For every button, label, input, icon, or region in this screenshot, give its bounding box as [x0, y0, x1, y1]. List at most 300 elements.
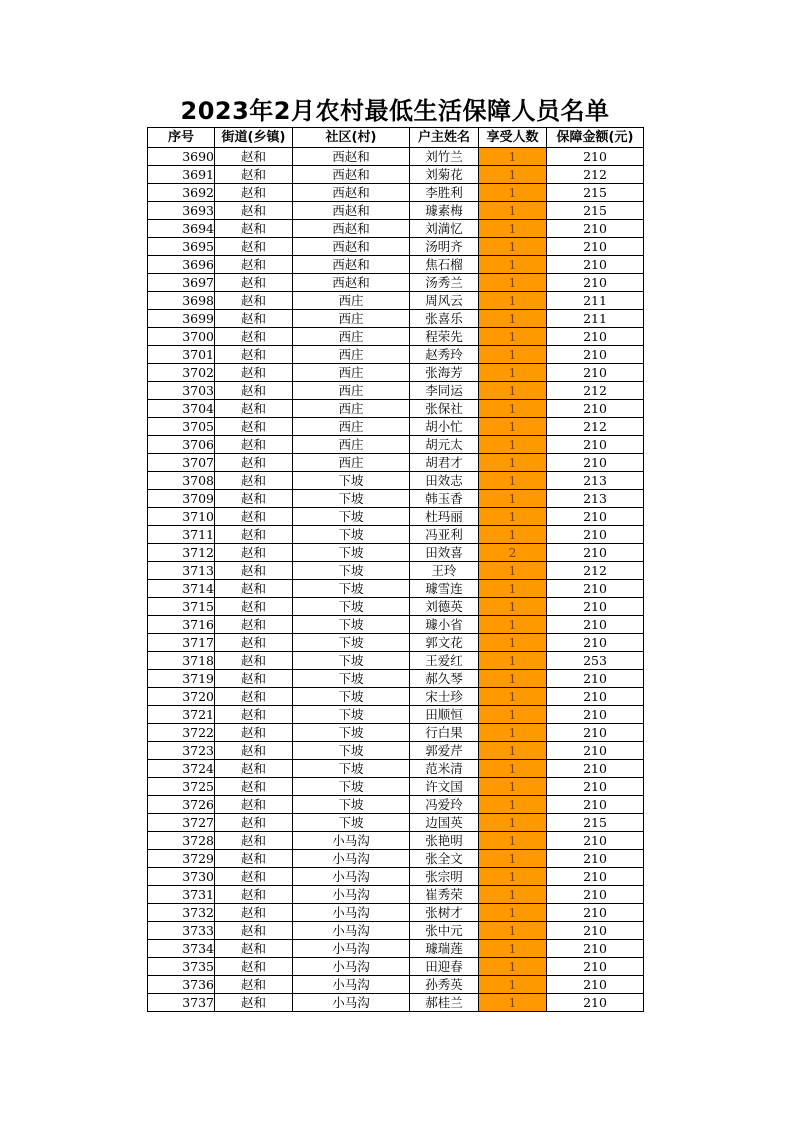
street-cell: 赵和 [215, 436, 293, 454]
serial-no-cell: 3694 [148, 220, 215, 238]
beneficiary-count-cell: 1 [479, 814, 547, 832]
table-row [148, 670, 644, 688]
amount-cell: 210 [547, 994, 644, 1012]
community-cell: 下坡 [293, 526, 410, 544]
householder-name-cell: 张宗明 [410, 868, 479, 886]
serial-no-cell: 3710 [148, 508, 215, 526]
householder-name-cell: 范米清 [410, 760, 479, 778]
street-cell: 赵和 [215, 148, 293, 166]
table-row [148, 814, 644, 832]
table-row [148, 238, 644, 256]
amount-cell: 210 [547, 778, 644, 796]
community-cell: 下坡 [293, 634, 410, 652]
amount-cell: 212 [547, 382, 644, 400]
community-cell: 下坡 [293, 616, 410, 634]
amount-cell: 210 [547, 400, 644, 418]
community-cell: 小马沟 [293, 850, 410, 868]
street-cell: 赵和 [215, 292, 293, 310]
beneficiary-count-cell: 1 [479, 958, 547, 976]
serial-no-cell: 3695 [148, 238, 215, 256]
header-beneficiary-count: 享受人数 [479, 128, 547, 148]
beneficiary-count-cell: 1 [479, 922, 547, 940]
amount-cell: 210 [547, 256, 644, 274]
householder-name-cell: 宋士珍 [410, 688, 479, 706]
serial-no-cell: 3734 [148, 940, 215, 958]
table-row [148, 886, 644, 904]
community-cell: 西赵和 [293, 184, 410, 202]
householder-name-cell: 行白果 [410, 724, 479, 742]
table-row [148, 220, 644, 238]
serial-no-cell: 3725 [148, 778, 215, 796]
beneficiary-count-cell: 1 [479, 760, 547, 778]
beneficiary-count-cell: 1 [479, 166, 547, 184]
header-amount: 保障金额(元) [547, 128, 644, 148]
beneficiary-count-cell: 1 [479, 364, 547, 382]
street-cell: 赵和 [215, 724, 293, 742]
beneficiary-count-cell: 1 [479, 184, 547, 202]
table-row [148, 904, 644, 922]
beneficiary-count-cell: 1 [479, 148, 547, 166]
beneficiary-count-cell: 1 [479, 454, 547, 472]
amount-cell: 213 [547, 472, 644, 490]
header-street: 街道(乡镇) [215, 128, 293, 148]
serial-no-cell: 3704 [148, 400, 215, 418]
community-cell: 西庄 [293, 292, 410, 310]
beneficiary-count-cell: 1 [479, 886, 547, 904]
community-cell: 西庄 [293, 454, 410, 472]
table-row [148, 652, 644, 670]
table-row [148, 292, 644, 310]
community-cell: 西庄 [293, 418, 410, 436]
householder-name-cell: 汤秀兰 [410, 274, 479, 292]
street-cell: 赵和 [215, 220, 293, 238]
amount-cell: 210 [547, 364, 644, 382]
street-cell: 赵和 [215, 868, 293, 886]
community-cell: 小马沟 [293, 976, 410, 994]
street-cell: 赵和 [215, 814, 293, 832]
beneficiary-count-cell: 1 [479, 310, 547, 328]
community-cell: 下坡 [293, 508, 410, 526]
householder-name-cell: 韩玉香 [410, 490, 479, 508]
table-row [148, 940, 644, 958]
table-row [148, 868, 644, 886]
table-row [148, 472, 644, 490]
table-row [148, 724, 644, 742]
amount-cell: 210 [547, 868, 644, 886]
amount-cell: 210 [547, 832, 644, 850]
beneficiary-count-cell: 1 [479, 832, 547, 850]
table-row [148, 580, 644, 598]
serial-no-cell: 3692 [148, 184, 215, 202]
community-cell: 下坡 [293, 814, 410, 832]
serial-no-cell: 3727 [148, 814, 215, 832]
community-cell: 小马沟 [293, 904, 410, 922]
amount-cell: 211 [547, 310, 644, 328]
householder-name-cell: 田顺恒 [410, 706, 479, 724]
street-cell: 赵和 [215, 364, 293, 382]
table-row [148, 778, 644, 796]
serial-no-cell: 3724 [148, 760, 215, 778]
householder-name-cell: 璩素梅 [410, 202, 479, 220]
street-cell: 赵和 [215, 256, 293, 274]
beneficiary-count-cell: 1 [479, 850, 547, 868]
serial-no-cell: 3709 [148, 490, 215, 508]
beneficiary-count-cell: 1 [479, 202, 547, 220]
householder-name-cell: 焦石榴 [410, 256, 479, 274]
amount-cell: 210 [547, 580, 644, 598]
amount-cell: 210 [547, 670, 644, 688]
amount-cell: 210 [547, 526, 644, 544]
serial-no-cell: 3712 [148, 544, 215, 562]
householder-name-cell: 张海芳 [410, 364, 479, 382]
street-cell: 赵和 [215, 958, 293, 976]
community-cell: 下坡 [293, 598, 410, 616]
beneficiary-count-cell: 1 [479, 670, 547, 688]
amount-cell: 210 [547, 148, 644, 166]
amount-cell: 210 [547, 634, 644, 652]
serial-no-cell: 3735 [148, 958, 215, 976]
householder-name-cell: 胡君才 [410, 454, 479, 472]
serial-no-cell: 3715 [148, 598, 215, 616]
beneficiary-count-cell: 1 [479, 616, 547, 634]
table-row [148, 598, 644, 616]
householder-name-cell: 刘満忆 [410, 220, 479, 238]
header-community: 社区(村) [293, 128, 410, 148]
householder-name-cell: 张保社 [410, 400, 479, 418]
amount-cell: 210 [547, 508, 644, 526]
serial-no-cell: 3699 [148, 310, 215, 328]
street-cell: 赵和 [215, 184, 293, 202]
beneficiary-count-cell: 1 [479, 256, 547, 274]
community-cell: 西庄 [293, 400, 410, 418]
amount-cell: 210 [547, 742, 644, 760]
beneficiary-count-cell: 1 [479, 274, 547, 292]
roster-table [147, 127, 644, 1012]
serial-no-cell: 3691 [148, 166, 215, 184]
community-cell: 小马沟 [293, 886, 410, 904]
street-cell: 赵和 [215, 382, 293, 400]
street-cell: 赵和 [215, 526, 293, 544]
street-cell: 赵和 [215, 580, 293, 598]
community-cell: 小马沟 [293, 958, 410, 976]
beneficiary-count-cell: 1 [479, 706, 547, 724]
amount-cell: 253 [547, 652, 644, 670]
serial-no-cell: 3693 [148, 202, 215, 220]
amount-cell: 210 [547, 760, 644, 778]
community-cell: 小马沟 [293, 832, 410, 850]
table-row [148, 760, 644, 778]
community-cell: 下坡 [293, 544, 410, 562]
community-cell: 西赵和 [293, 256, 410, 274]
householder-name-cell: 郭文花 [410, 634, 479, 652]
street-cell: 赵和 [215, 886, 293, 904]
table-row [148, 634, 644, 652]
beneficiary-count-cell: 1 [479, 994, 547, 1012]
community-cell: 小马沟 [293, 940, 410, 958]
householder-name-cell: 李同运 [410, 382, 479, 400]
street-cell: 赵和 [215, 544, 293, 562]
householder-name-cell: 田效志 [410, 472, 479, 490]
table-row [148, 706, 644, 724]
amount-cell: 210 [547, 886, 644, 904]
householder-name-cell: 崔秀荣 [410, 886, 479, 904]
serial-no-cell: 3698 [148, 292, 215, 310]
street-cell: 赵和 [215, 634, 293, 652]
amount-cell: 215 [547, 184, 644, 202]
amount-cell: 210 [547, 598, 644, 616]
serial-no-cell: 3731 [148, 886, 215, 904]
community-cell: 西赵和 [293, 220, 410, 238]
serial-no-cell: 3737 [148, 994, 215, 1012]
householder-name-cell: 张全文 [410, 850, 479, 868]
serial-no-cell: 3733 [148, 922, 215, 940]
table-row [148, 454, 644, 472]
beneficiary-count-cell: 1 [479, 382, 547, 400]
street-cell: 赵和 [215, 562, 293, 580]
serial-no-cell: 3697 [148, 274, 215, 292]
amount-cell: 213 [547, 490, 644, 508]
beneficiary-count-cell: 1 [479, 436, 547, 454]
street-cell: 赵和 [215, 238, 293, 256]
amount-cell: 215 [547, 814, 644, 832]
amount-cell: 211 [547, 292, 644, 310]
street-cell: 赵和 [215, 976, 293, 994]
street-cell: 赵和 [215, 418, 293, 436]
table-row [148, 418, 644, 436]
street-cell: 赵和 [215, 760, 293, 778]
community-cell: 下坡 [293, 796, 410, 814]
householder-name-cell: 田迎春 [410, 958, 479, 976]
serial-no-cell: 3723 [148, 742, 215, 760]
amount-cell: 210 [547, 688, 644, 706]
table-row [148, 346, 644, 364]
table-row [148, 544, 644, 562]
table-row [148, 562, 644, 580]
table-row [148, 256, 644, 274]
householder-name-cell: 璩雪连 [410, 580, 479, 598]
table-row [148, 202, 644, 220]
serial-no-cell: 3718 [148, 652, 215, 670]
amount-cell: 210 [547, 904, 644, 922]
serial-no-cell: 3690 [148, 148, 215, 166]
table-row [148, 274, 644, 292]
beneficiary-count-cell: 1 [479, 724, 547, 742]
beneficiary-count-cell: 1 [479, 580, 547, 598]
householder-name-cell: 郝久琴 [410, 670, 479, 688]
householder-name-cell: 周风云 [410, 292, 479, 310]
table-row [148, 832, 644, 850]
street-cell: 赵和 [215, 706, 293, 724]
householder-name-cell: 张艳明 [410, 832, 479, 850]
community-cell: 西庄 [293, 436, 410, 454]
table-row [148, 922, 644, 940]
community-cell: 下坡 [293, 490, 410, 508]
table-row [148, 526, 644, 544]
householder-name-cell: 许文国 [410, 778, 479, 796]
amount-cell: 210 [547, 220, 644, 238]
beneficiary-count-cell: 1 [479, 904, 547, 922]
table-row [148, 400, 644, 418]
householder-name-cell: 刘菊花 [410, 166, 479, 184]
table-row [148, 742, 644, 760]
serial-no-cell: 3707 [148, 454, 215, 472]
serial-no-cell: 3728 [148, 832, 215, 850]
street-cell: 赵和 [215, 310, 293, 328]
street-cell: 赵和 [215, 472, 293, 490]
amount-cell: 210 [547, 346, 644, 364]
community-cell: 下坡 [293, 778, 410, 796]
beneficiary-count-cell: 1 [479, 940, 547, 958]
street-cell: 赵和 [215, 940, 293, 958]
table-row [148, 616, 644, 634]
community-cell: 西庄 [293, 364, 410, 382]
serial-no-cell: 3702 [148, 364, 215, 382]
serial-no-cell: 3736 [148, 976, 215, 994]
street-cell: 赵和 [215, 742, 293, 760]
street-cell: 赵和 [215, 166, 293, 184]
street-cell: 赵和 [215, 670, 293, 688]
householder-name-cell: 郝桂兰 [410, 994, 479, 1012]
community-cell: 下坡 [293, 760, 410, 778]
table-row [148, 490, 644, 508]
amount-cell: 210 [547, 238, 644, 256]
community-cell: 西庄 [293, 310, 410, 328]
amount-cell: 215 [547, 202, 644, 220]
serial-no-cell: 3696 [148, 256, 215, 274]
table-row [148, 148, 644, 166]
householder-name-cell: 孙秀英 [410, 976, 479, 994]
community-cell: 下坡 [293, 688, 410, 706]
street-cell: 赵和 [215, 832, 293, 850]
beneficiary-count-cell: 1 [479, 526, 547, 544]
beneficiary-count-cell: 1 [479, 796, 547, 814]
community-cell: 西赵和 [293, 202, 410, 220]
street-cell: 赵和 [215, 274, 293, 292]
street-cell: 赵和 [215, 652, 293, 670]
table-row [148, 310, 644, 328]
beneficiary-count-cell: 1 [479, 400, 547, 418]
serial-no-cell: 3729 [148, 850, 215, 868]
table-row [148, 364, 644, 382]
serial-no-cell: 3708 [148, 472, 215, 490]
table-row [148, 184, 644, 202]
beneficiary-count-cell: 1 [479, 562, 547, 580]
householder-name-cell: 张中元 [410, 922, 479, 940]
table-row [148, 508, 644, 526]
beneficiary-count-cell: 1 [479, 976, 547, 994]
householder-name-cell: 赵秀玲 [410, 346, 479, 364]
serial-no-cell: 3719 [148, 670, 215, 688]
street-cell: 赵和 [215, 598, 293, 616]
serial-no-cell: 3732 [148, 904, 215, 922]
amount-cell: 210 [547, 796, 644, 814]
community-cell: 西庄 [293, 346, 410, 364]
community-cell: 下坡 [293, 652, 410, 670]
page-title: 2023年2月农村最低生活保障人员名单 [180, 97, 610, 125]
community-cell: 小马沟 [293, 994, 410, 1012]
street-cell: 赵和 [215, 400, 293, 418]
amount-cell: 210 [547, 940, 644, 958]
householder-name-cell: 郭爱芹 [410, 742, 479, 760]
serial-no-cell: 3711 [148, 526, 215, 544]
householder-name-cell: 边国英 [410, 814, 479, 832]
community-cell: 西赵和 [293, 274, 410, 292]
street-cell: 赵和 [215, 688, 293, 706]
community-cell: 小马沟 [293, 868, 410, 886]
community-cell: 下坡 [293, 706, 410, 724]
householder-name-cell: 璩小省 [410, 616, 479, 634]
householder-name-cell: 冯亚利 [410, 526, 479, 544]
serial-no-cell: 3713 [148, 562, 215, 580]
serial-no-cell: 3722 [148, 724, 215, 742]
householder-name-cell: 王爱红 [410, 652, 479, 670]
beneficiary-count-cell: 1 [479, 868, 547, 886]
community-cell: 下坡 [293, 562, 410, 580]
amount-cell: 210 [547, 922, 644, 940]
beneficiary-count-cell: 1 [479, 688, 547, 706]
beneficiary-count-cell: 1 [479, 778, 547, 796]
serial-no-cell: 3721 [148, 706, 215, 724]
beneficiary-count-cell: 1 [479, 328, 547, 346]
header-row [148, 128, 644, 148]
table-row [148, 958, 644, 976]
householder-name-cell: 王玲 [410, 562, 479, 580]
serial-no-cell: 3705 [148, 418, 215, 436]
street-cell: 赵和 [215, 328, 293, 346]
table-row [148, 850, 644, 868]
serial-no-cell: 3730 [148, 868, 215, 886]
table-row [148, 166, 644, 184]
householder-name-cell: 刘竹兰 [410, 148, 479, 166]
amount-cell: 210 [547, 544, 644, 562]
street-cell: 赵和 [215, 490, 293, 508]
street-cell: 赵和 [215, 202, 293, 220]
table-row [148, 328, 644, 346]
community-cell: 小马沟 [293, 922, 410, 940]
householder-name-cell: 程荣先 [410, 328, 479, 346]
serial-no-cell: 3714 [148, 580, 215, 598]
amount-cell: 210 [547, 274, 644, 292]
serial-no-cell: 3717 [148, 634, 215, 652]
community-cell: 西赵和 [293, 148, 410, 166]
street-cell: 赵和 [215, 454, 293, 472]
community-cell: 西庄 [293, 328, 410, 346]
serial-no-cell: 3700 [148, 328, 215, 346]
amount-cell: 212 [547, 418, 644, 436]
community-cell: 下坡 [293, 724, 410, 742]
beneficiary-count-cell: 1 [479, 508, 547, 526]
amount-cell: 210 [547, 436, 644, 454]
householder-name-cell: 璩瑞莲 [410, 940, 479, 958]
beneficiary-count-cell: 1 [479, 652, 547, 670]
beneficiary-count-cell: 1 [479, 598, 547, 616]
street-cell: 赵和 [215, 346, 293, 364]
street-cell: 赵和 [215, 508, 293, 526]
householder-name-cell: 胡小忙 [410, 418, 479, 436]
table-row [148, 382, 644, 400]
beneficiary-count-cell: 1 [479, 472, 547, 490]
community-cell: 下坡 [293, 580, 410, 598]
householder-name-cell: 田效喜 [410, 544, 479, 562]
amount-cell: 210 [547, 958, 644, 976]
street-cell: 赵和 [215, 994, 293, 1012]
serial-no-cell: 3706 [148, 436, 215, 454]
beneficiary-count-cell: 2 [479, 544, 547, 562]
community-cell: 西赵和 [293, 166, 410, 184]
householder-name-cell: 张喜乐 [410, 310, 479, 328]
householder-name-cell: 冯爱玲 [410, 796, 479, 814]
amount-cell: 210 [547, 616, 644, 634]
